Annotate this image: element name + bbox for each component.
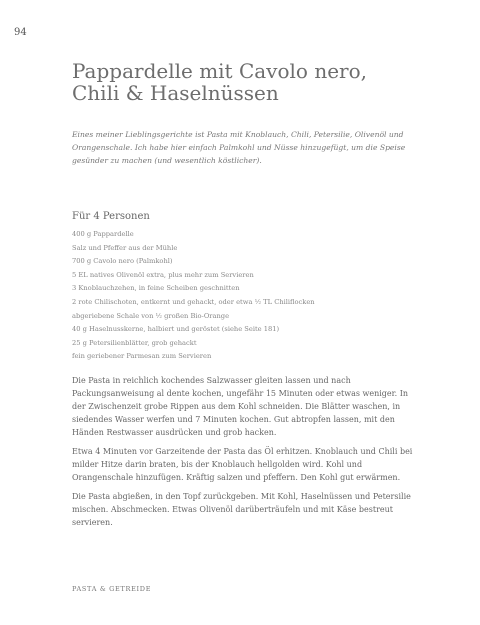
ingredient-item: 700 g Cavolo nero (Palmkohl) (72, 257, 173, 266)
ingredient-item: 25 g Petersilienblätter, grob gehackt (72, 338, 197, 347)
method-step: Die Pasta in reichlich kochendes Salzwasser gleiten lassen und nach Packungsanweisung al dente kochen, ungefähr 15 Minuten oder etwas weniger. In der Zwischenzeit grobe Rippen aus dem Kohl schneiden. Die Blätter waschen, in siedendes Wasser werfen und 7 Minuten kochen. Gut abtropfen lassen, mit den Händen Restwasser ausdrücken und grob hacken. (72, 376, 409, 437)
ingredient-item: abgeriebene Schale von ½ großen Bio-Orange (72, 311, 230, 320)
ingredient-item: 5 EL natives Olivenöl extra, plus mehr zum Servieren (72, 270, 254, 279)
serves-heading: Für 4 Personen (72, 211, 150, 222)
recipe-title-line-2: Chili & Haselnüssen (72, 81, 279, 105)
recipe-intro: Eines meiner Lieblingsgerichte ist Pasta mit Knoblauch, Chili, Petersilie, Olivenöl und Orangenschale. Ich habe hier einfach Palmkohl und Nüsse hinzugefügt, um die Speise gesünder zu machen (und wesentlich köstlicher). (72, 130, 406, 165)
method-steps (72, 374, 417, 535)
ingredient-item: 2 rote Chilischoten, entkernt und gehackt, oder etwa ½ TL Chiliflocken (72, 297, 315, 306)
recipe-title (72, 60, 367, 104)
ingredient-item: 40 g Haselnusskerne, halbiert und geröstet (siehe Seite 181) (72, 325, 280, 334)
ingredient-item: fein geriebener Parmesan zum Servieren (72, 352, 212, 361)
recipe-title-line-1: Pappardelle mit Cavolo nero, (72, 59, 367, 83)
section-footer-label: PASTA & GETREIDE (72, 585, 152, 593)
method-step: Die Pasta abgießen, in den Topf zurückgeben. Mit Kohl, Haselnüssen und Petersilie mischen. Abschmecken. Etwas Olivenöl darüberträufeln und mit Käse bestreut servieren. (72, 492, 411, 527)
ingredient-item: 400 g Pappardelle (72, 230, 134, 238)
ingredient-list (72, 228, 412, 364)
method-step: Etwa 4 Minuten vor Garzeitende der Pasta das Öl erhitzen. Knoblauch und Chili bei milder Hitze darin braten, bis der Knoblauch hellgolden wird. Kohl und Orangenschale hinzufügen. Kräftig salzen und pfeffern. Den Kohl gut erwärmen. (72, 447, 413, 482)
ingredient-item: Salz und Pfeffer aus der Mühle (72, 243, 178, 252)
page-number: 94 (14, 27, 27, 38)
ingredient-item: 3 Knoblauchzehen, in feine Scheiben geschnitten (72, 284, 240, 293)
